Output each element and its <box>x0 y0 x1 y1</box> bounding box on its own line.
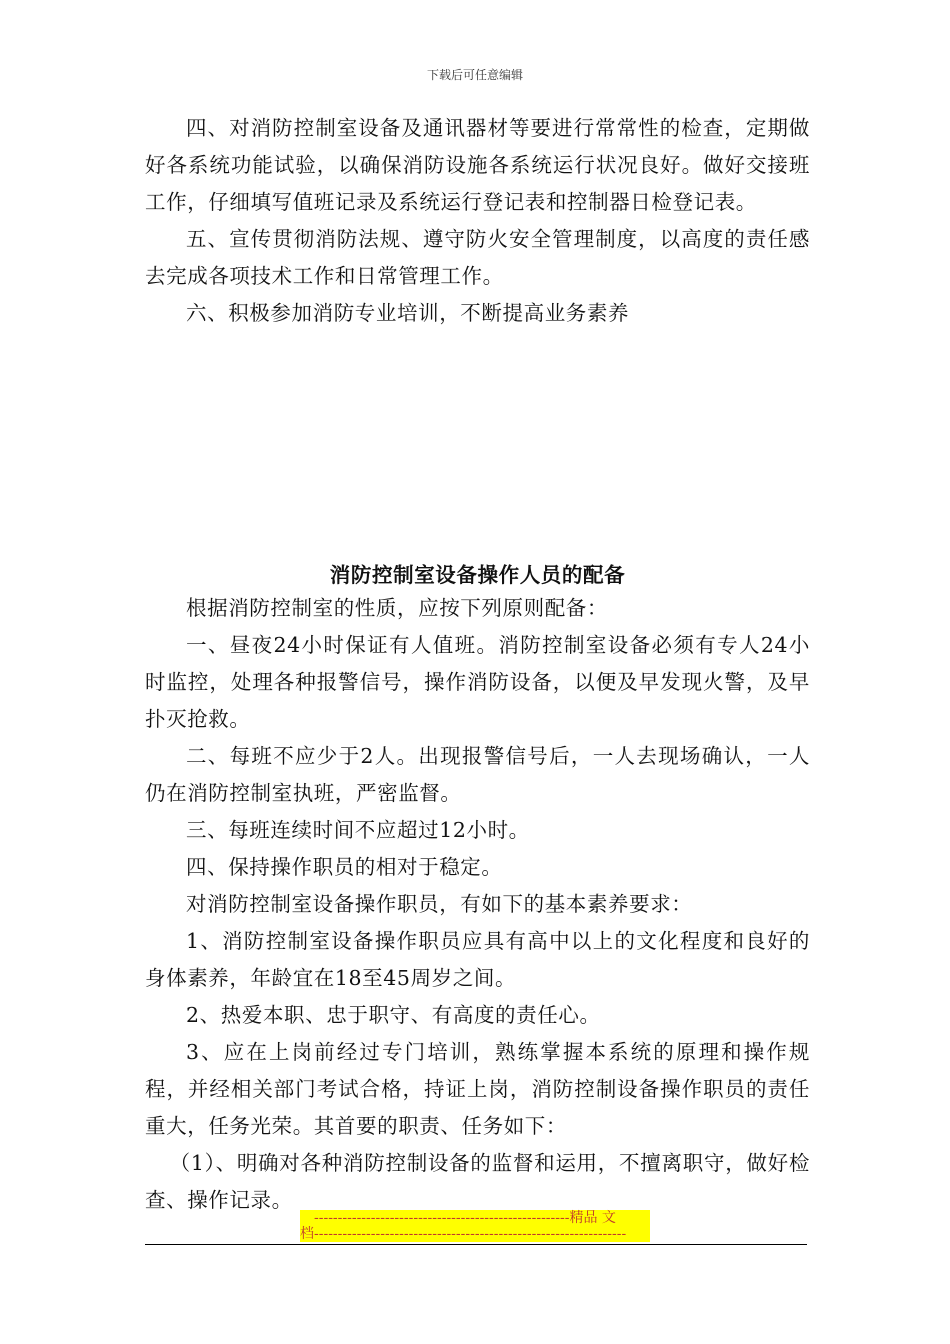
footer-line-2: 档------------------------------------------------------------------ <box>300 1226 627 1242</box>
footer-divider <box>145 1244 807 1245</box>
paragraph-principle-4: 四、保持操作职员的相对于稳定。 <box>186 855 503 879</box>
section-title: 消防控制室设备操作人员的配备 <box>329 563 626 587</box>
paragraph-task-1: （1）、明确对各种消防控制设备的监督和运用，不擅离职守，做好检查、操作记录。 <box>145 1151 810 1212</box>
paragraph-duty-4: 四、对消防控制室设备及通讯器材等要进行常常性的检查，定期做好各系统功能试验，以确保消防设施各系统运行状况良好。做好交接班工作，仔细填写值班记录及系统运行登记表和控制器日检登记表。 <box>145 116 810 214</box>
paragraph-principle-3: 三、每班连续时间不应超过12小时。 <box>186 818 530 842</box>
paragraph-duty-5: 五、宣传贯彻消防法规、遵守防火安全管理制度，以高度的责任感去完成各项技术工作和日常管理工作。 <box>145 227 810 288</box>
paragraph-principle-2: 二、每班不应少于2人。出现报警信号后，一人去现场确认，一人仍在消防控制室执班，严密监督。 <box>145 744 810 805</box>
paragraph-requirement-3: 3、应在上岗前经过专门培训，熟练掌握本系统的原理和操作规程，并经相关部门考试合格，持证上岗，消防控制设备操作职员的责任重大，任务光荣。其首要的职责、任务如下： <box>145 1040 810 1138</box>
paragraph-principle-1: 一、昼夜24小时保证有人值班。消防控制室设备必须有专人24小时监控，处理各种报警信号，操作消防设备，以便及早发现火警，及早扑灭抢救。 <box>145 633 810 731</box>
paragraph-requirements-intro: 对消防控制室设备操作职员，有如下的基本素养要求： <box>186 892 693 916</box>
paragraph-requirement-2: 2、热爱本职、忠于职守、有高度的责任心。 <box>186 1003 601 1027</box>
section-duties-continued <box>145 110 810 332</box>
paragraph-intro: 根据消防控制室的性质，应按下列原则配备： <box>186 596 608 620</box>
paragraph-requirement-1: 1、消防控制室设备操作职员应具有高中以上的文化程度和良好的身体素养，年龄宜在18至45周岁之间。 <box>145 929 810 990</box>
footer-line-1: ------------------------------------------------------精品 文 <box>314 1210 616 1226</box>
paragraph-duty-6: 六、积极参加消防专业培训，不断提高业务素养 <box>186 301 630 325</box>
page-header: 下载后可任意编辑 <box>426 68 523 82</box>
footer-watermark <box>300 1210 650 1242</box>
section-staffing <box>145 560 810 1219</box>
